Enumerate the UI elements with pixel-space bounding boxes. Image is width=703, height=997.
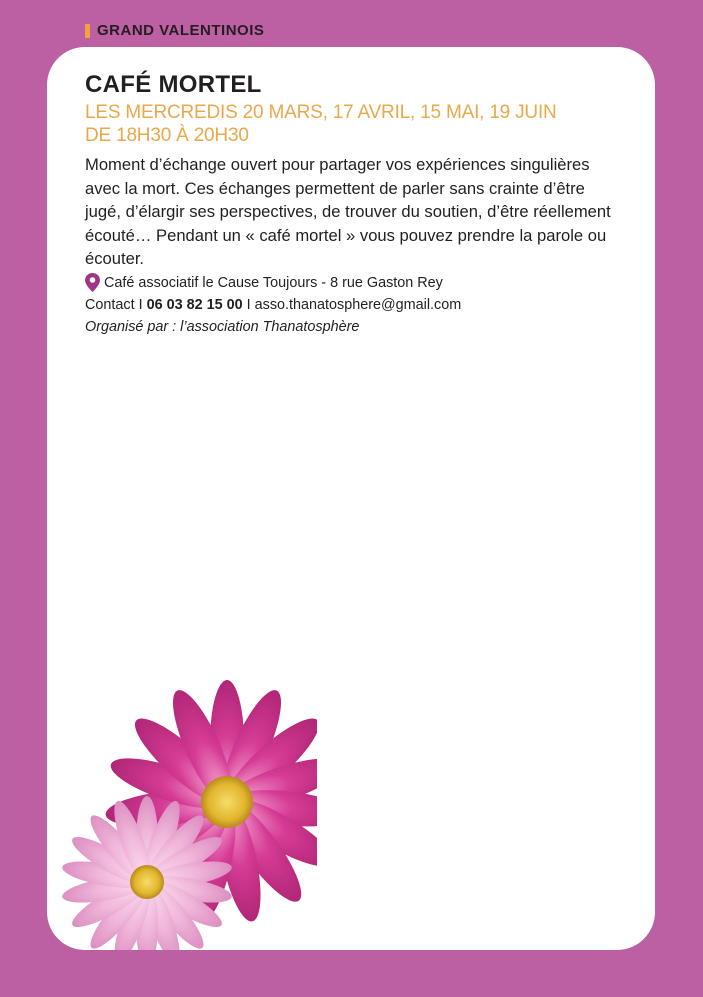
contact-label: Contact I	[85, 296, 143, 313]
contact-separator: I	[246, 296, 251, 313]
map-pin-icon	[85, 273, 100, 292]
event-dates	[85, 101, 620, 147]
event-location	[85, 272, 620, 294]
event-organizer: Organisé par : l’association Thanatosphère	[85, 318, 360, 335]
location-text: Café associatif le Cause Toujours - 8 rue Gaston Rey	[104, 274, 443, 291]
section-title: GRAND VALENTINOIS	[97, 22, 265, 39]
event-dates-line1: LES MERCREDIS 20 MARS, 17 AVRIL, 15 MAI, 19 JUIN	[85, 102, 557, 123]
contact-phone[interactable]: 06 03 82 15 00	[146, 296, 243, 313]
event-content	[85, 71, 620, 338]
event-dates-line2: DE 18H30 À 20H30	[85, 125, 249, 146]
event-description: Moment d’échange ouvert pour partager vos expériences singulières avec la mort. Ces échanges permettent de parler sans crainte d’être jugé, d’élargir ses perspectives, de trouver du soutien, d’être réellement écouté… Pendant un « café mortel » vous pouvez prendre la parole ou écouter.	[85, 155, 611, 268]
contact-email[interactable]: asso.thanatosphere@gmail.com	[254, 296, 462, 313]
event-contact	[85, 294, 620, 316]
section-header	[85, 22, 264, 39]
event-title: CAFÉ MORTEL	[85, 71, 262, 98]
flowers-illustration	[47, 677, 317, 950]
section-marker	[85, 24, 90, 38]
event-card	[47, 47, 655, 950]
